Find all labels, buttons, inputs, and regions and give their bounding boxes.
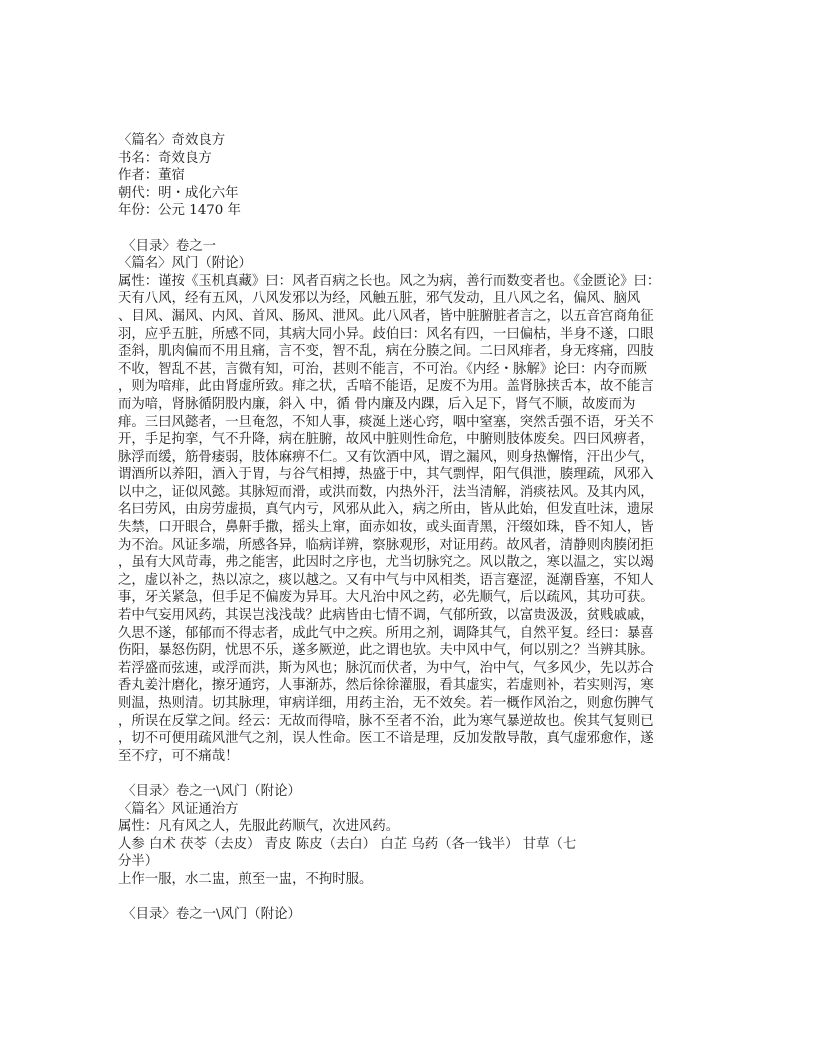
body-line: 不收，智乱不甚，言微有知，可治，甚则不能言，不可治。《内经・脉解》论曰：内夺而厥 xyxy=(118,361,647,377)
body-line: ，虽有大风苛毒，弗之能害，此因时之序也，尤当切脉究之。风以散之，寒以温之，实以竭 xyxy=(118,555,654,571)
body-line: 香丸姜汁磨化，擦牙通窍，人事渐苏，然后徐徐灌服，看其虚实，若虚则补，若实则泻，寒 xyxy=(118,678,654,694)
body-line: 久思不遂，郁郁而不得志者，成此气中之疾。所用之剂，调降其气，自然平复。经曰：暴喜 xyxy=(118,625,654,641)
body-line: 歪斜，肌肉偏而不用且痛，言不变，智不乱，病在分腠之间。二曰风痱者，身无疼痛，四肢 xyxy=(118,344,654,360)
body-line: 伤阳，暴怒伤阴，忧思不乐，遂多厥逆，此之谓也欤。夫中风中气，何以别之？当辨其脉。 xyxy=(118,643,654,659)
usage-instructions: 上作一服，水二盅，煎至一盅，不拘时服。 xyxy=(118,871,373,887)
body-line: 开，手足拘挛，气不升降，病在脏腑，故风中脏则性命危，中腑则肢体废矣。四曰风痹者， xyxy=(118,432,654,448)
section-toc: 〈目录〉卷之一\风门（附论） xyxy=(118,783,301,799)
spacer xyxy=(118,765,702,783)
body-line: ，则为喑痱，此由肾虚所致。痱之状，舌喑不能语，足废不为用。盖肾脉挟舌本，故不能言 xyxy=(118,379,654,395)
body-line: 事，牙关紧急，但手足不偏废为异耳。大凡治中风之药，必先顺气，后以疏风，其功可获。 xyxy=(118,590,654,606)
document-page xyxy=(118,132,702,924)
body-line: 而为喑，肾脉循阴股内廉，斜入 中，循 骨内廉及内踝，后入足下，肾气不顺，故废而为 xyxy=(118,396,636,412)
book-name: 书名：奇效良方 xyxy=(118,150,212,166)
ingredients-line: 人参 白术 茯苓（去皮） 青皮 陈皮（去白） 白芷 乌药（各一钱半） 甘草（七 xyxy=(118,836,577,852)
chapter-title: 〈篇名〉风证通治方 xyxy=(118,801,239,817)
body-line: ，切不可便用疏风泄气之剂，误人性命。医工不谙是理，反加发散导散，真气虚邪愈作，遂 xyxy=(118,731,654,747)
body-line: 则温，热则清。切其脉理，审病详细，用药主治，无不效矣。若一概作风治之，则愈伤脾气 xyxy=(118,696,654,711)
body-line: 痱。三曰风懿者，一旦奄忽，不知人事，痰涎上迷心窍，咽中窒塞，突然舌强不语，牙关不 xyxy=(118,414,654,430)
chapter-title: 〈篇名〉风门（附论） xyxy=(118,256,252,272)
body-line: 谓酒所以养阳，酒入于胃，与谷气相搏，热盛于中，其气剽悍，阳气俱泄，腠理疏，风邪入 xyxy=(118,467,654,483)
dynasty: 朝代：明・成化六年 xyxy=(118,185,239,201)
body-line: 属性：谨按《玉机真藏》曰：风者百病之长也。风之为病，善行而数变者也。《金匮论》曰： xyxy=(118,273,661,289)
body-line: 天有八风，经有五风，八风发邪以为经，风触五脏，邪气发动，且八风之名，偏风、脑风 xyxy=(118,291,641,307)
body-line: 脉浮而缓，筋骨痿弱，肢体麻痹不仁。又有饮酒中风，谓之漏风，则身热懈惰，汗出少气， xyxy=(118,449,654,465)
body-line: 为不治。风证多端，所感各异，临病详辨，察脉观形，对证用药。故风者，清静则肉腠闭拒 xyxy=(118,537,654,553)
body-line: 之，虚以补之，热以凉之，痰以越之。又有中气与中风相类，语言蹇涩，涎潮昏塞，不知人 xyxy=(118,572,654,588)
chapter-body xyxy=(118,273,702,766)
body-line: 若浮盛而弦速，或浮而洪，斯为风也；脉沉而伏者，为中气，治中气，气多风少，先以苏合 xyxy=(118,660,654,676)
spacer xyxy=(118,889,702,907)
body-line: 若中气妄用风药，其误岂浅浅哉？此病皆由七情不调，气郁所致，以富贵汲汲，贫贱戚戚， xyxy=(118,608,654,624)
body-line: 、目风、漏风、内风、首风、肠风、泄风。此八风者，皆中脏腑脏者言之，以五音宫商角征 xyxy=(118,308,654,324)
ingredients-line: 分半） xyxy=(118,854,159,870)
year: 年份：公元 1470 年 xyxy=(118,203,241,219)
spacer xyxy=(118,220,702,238)
body-line: 失禁，口开眼合，鼻鼾手撒，摇头上窜，面赤如妆，或头面青黑，汗缀如珠，昏不知人，皆 xyxy=(118,520,654,536)
body-line: 名曰劳风，由房劳虚损，真气内亏，风邪从此入，病之所由，皆从此始，但发直吐沫，遗尿 xyxy=(118,502,654,518)
book-title-line: 〈篇名〉奇效良方 xyxy=(118,133,226,148)
body-line: 以中之，证似风懿。其脉短而滑，或洪而数，内热外汗，法当清解，消痰祛风。及其内风， xyxy=(118,484,654,500)
body-line: 羽，应乎五脏，所感不同，其病大同小异。歧伯曰：风名有四，一曰偏枯，半身不遂，口眼 xyxy=(118,326,654,342)
prescription-attribute: 属性：凡有风之人，先服此药顺气，次进风药。 xyxy=(118,819,400,835)
section-toc: 〈目录〉卷之一 xyxy=(118,238,216,254)
section-toc: 〈目录〉卷之一\风门（附论） xyxy=(118,907,301,923)
body-line: ，所误在反掌之间。经云：无故而得喑，脉不至者不治，此为寒气暴逆故也。俟其气复则已 xyxy=(118,713,654,729)
body-line: 至不疗，可不痛哉！ xyxy=(118,748,239,764)
author: 作者：董宿 xyxy=(118,168,185,184)
